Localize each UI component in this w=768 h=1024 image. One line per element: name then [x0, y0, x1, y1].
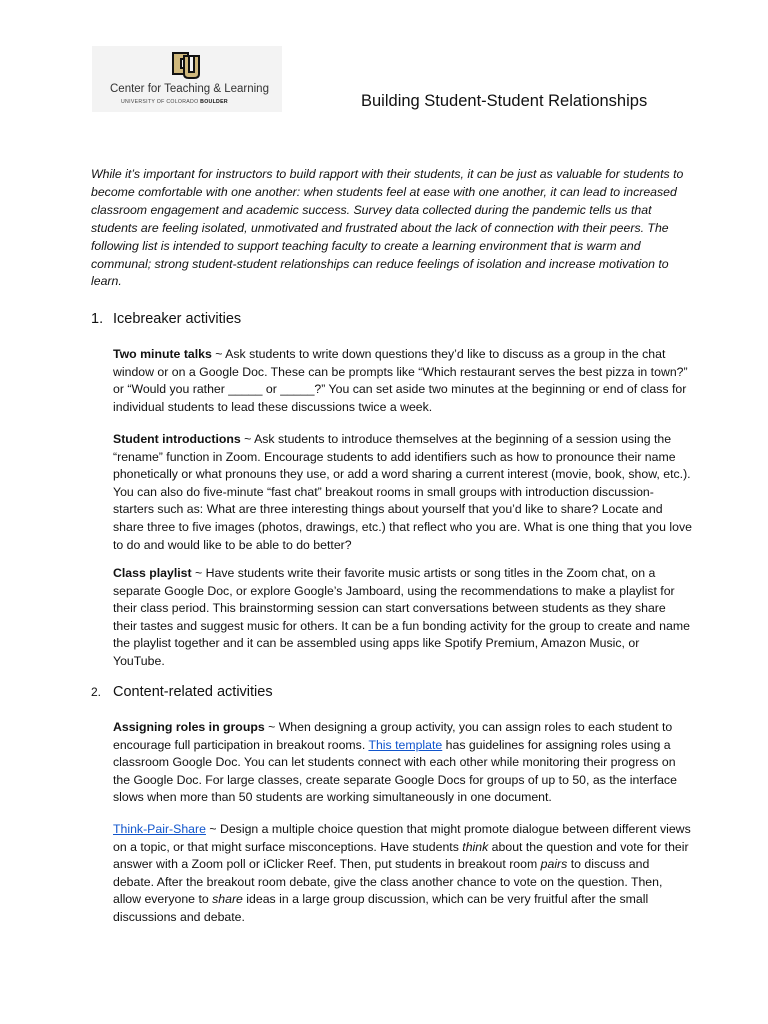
class-playlist-label: Class playlist [113, 566, 192, 580]
assigning-roles-paragraph: Assigning roles in groups ~ When designing a group activity, you can assign roles to each student to encourage full participation in breakout rooms. This template has guidelines for assigning roles using a classroom Google Doc. You can let students connect with each other while monitoring their progress on the Google Doc. For large classes, create separate Google Docs for groups of up to 50, as the interface slows when more than 50 students are working simultaneously in one document. [113, 720, 677, 805]
logo-name: Center for Teaching & Learning [110, 83, 269, 95]
logo-subtitle: UNIVERSITY OF COLORADO BOULDER [121, 99, 228, 105]
student-introductions-label: Student introductions [113, 432, 241, 446]
this-template-link[interactable]: This template [368, 737, 443, 752]
two-minute-talks-paragraph: Two minute talks ~ Ask students to write down questions they’d like to discuss as a group in the chat window or on a Google Doc. These can be prompts like “Which restaurant serves the best pizza in town?” or “Would you rather _____ or _____?” You can set aside two minutes at the beginning or end of class for individual students to lead these discussions twice a week. [113, 347, 688, 414]
ctl-logo [92, 46, 282, 112]
two-minute-talks-label: Two minute talks [113, 347, 212, 361]
assigning-roles-label: Assigning roles in groups [113, 720, 265, 734]
intro-paragraph: While it’s important for instructors to build rapport with their students, it can be just as valuable for students to become comfortable with one another: when students feel at ease with one another, it can lead to increased classroom engagement and academic success. Survey data collected during the pandemic tells us that students are feeling isolated, unmotivated and frustrated about the lack of connection with their peers. The following list is intended to support teaching faculty to create a learning environment that is warm and communal; strong student-student relationships can reduce feelings of isolation and increase motivation to learn. [91, 167, 684, 289]
think-pair-share-paragraph: Think-Pair-Share ~ Design a multiple choice question that might promote dialogue between different views on a topic, or that might surface misconceptions. Have students think about the question and vote for their answer with a Zoom poll or iClicker Reef. Then, put students in breakout room pairs to discuss and debate. After the breakout room debate, give the class another chance to vote on the question. Then, allow everyone to share ideas in a large group discussion, which can be very fruitful after the small discussions and debate. [113, 822, 691, 924]
section-heading-icebreaker: 1. Icebreaker activities [91, 311, 242, 327]
think-pair-share-link[interactable]: Think-Pair-Share [113, 822, 206, 836]
student-introductions-paragraph: Student introductions ~ Ask students to introduce themselves at the beginning of a session using the “rename” function in Zoom. Encourage students to add identifiers such as how to pronounce their name phonetically or what pronouns they use, or add a word sharing a current interest (movie, book, show, etc.). You can also do five-minute “fast chat” breakout rooms in small groups with introduction discussion-starters such as: What are three interesting things about yourself that you’d like to share? Locate and share three to five images (photos, drawings, etc.) that reflect who you are. What is one thing that you love to do and would like to be able to do better? [113, 432, 692, 552]
document-title: Building Student-Student Relationships [361, 92, 648, 110]
class-playlist-paragraph: Class playlist ~ Have students write their favorite music artists or song titles in the Zoom chat, on a separate Google Doc, or explore Google’s Jamboard, using the recommendations to make a playlist for their class period. This brainstorming session can start conversations between students as they share their tastes and suggest music for others. It can be a fun bonding activity for the group to create and name the playlist together and it can be assembled using apps like Spotify Premium, Amazon Music, or YouTube. [113, 566, 690, 668]
section-heading-content: 2. Content-related activities [91, 684, 273, 700]
cu-logo-icon [170, 50, 202, 80]
